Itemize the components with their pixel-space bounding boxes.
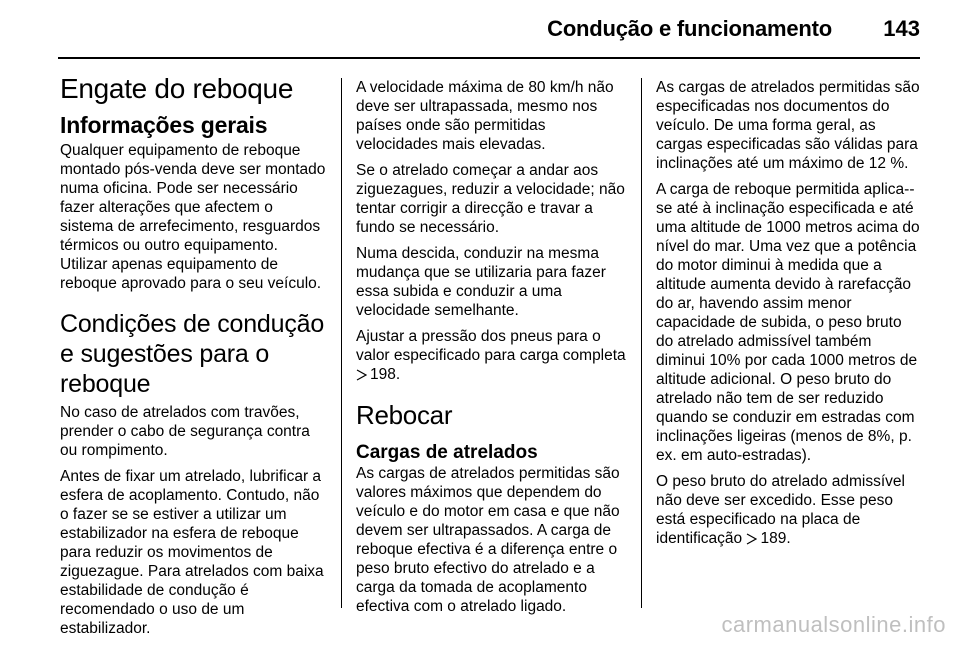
column-1 (60, 64, 328, 645)
section-title: Engate do reboque (60, 73, 294, 104)
paragraph (356, 327, 628, 384)
paragraph (656, 472, 922, 548)
subsection-title-trailer-loads: Cargas de atrelados (356, 442, 538, 463)
subsection-title-general-info: Informações gerais (60, 112, 268, 138)
paragraph: Numa descida, conduzir na mesma mudança que se utilizaria para fazer essa subida e conduzir a uma velocidade semelhante. (356, 245, 606, 319)
header-rule (58, 57, 920, 59)
page-number: 143 (883, 16, 920, 41)
paragraph: No caso de atrelados com travões, prender o cabo de segurança contra ou rompimento. (60, 404, 310, 459)
page-reference[interactable]: 198. (370, 366, 401, 383)
section-title-towing: Rebocar (356, 400, 453, 430)
column-divider-2 (641, 78, 642, 608)
page-reference[interactable]: 189. (760, 530, 791, 547)
paragraph: A velocidade máxima de 80 km/h não deve ser ultrapassada, mesmo nos países onde são permitidas velocidades mais elevadas. (356, 79, 614, 153)
header-section-title: Condução e funcionamento (547, 16, 832, 41)
paragraph-text: Ajustar a pressão dos pneus para o valor especificado para carga completa (356, 328, 626, 364)
page-reference-arrow-icon (746, 532, 757, 543)
paragraph: Antes de fixar um atrelado, lubrificar a esfera de acoplamento. Contudo, não o fazer se se estiver a utilizar um estabilizador na esfera de reboque para reduzir os movimentos de ziguezague. Para atrelados com baixa estabilidade de condução é recomendado o uso de um estabilizador. (60, 468, 324, 637)
subsection-title-driving-conditions: Condições de condução e sugestões para o reboque (60, 310, 325, 398)
page-header (58, 16, 920, 56)
paragraph: A carga de reboque permitida aplica--se até à inclinação especificada e até uma altitude de 1000 metros acima do nível do mar. Uma vez que a potência do motor diminui à medida que a altitude aumenta devido à rarefacção do ar, havendo assim menor capacidade de subida, o peso bruto do atrelado admissível também diminui 10% por cada 1000 metros de altitude adicional. O peso bruto do atrelado não tem de ser reduzido quando se conduzir em estradas com inclinações ligeiras (menos de 8%, p. ex. em auto-estradas). (656, 181, 920, 464)
paragraph: Se o atrelado começar a andar aos ziguezagues, reduzir a velocidade; não tentar corrigir a direcção e travar a fundo se necessário. (356, 162, 625, 236)
column-2 (356, 78, 628, 623)
paragraph: As cargas de atrelados permitidas são valores máximos que dependem do veículo e do motor em casa e que não devem ser ultrapassados. A carga de reboque efectiva é a diferença entre o peso bruto efectivo do atrelado e a carga da tomada de acoplamento efectiva com o atrelado ligado. (356, 465, 620, 615)
column-3 (656, 78, 922, 555)
column-divider-1 (341, 78, 342, 608)
paragraph-text: O peso bruto do atrelado admissível não deve ser excedido. Esse peso está especificado na placa de identificação (656, 473, 905, 547)
watermark: carmanualsonline.info (721, 612, 946, 637)
page-reference-arrow-icon (356, 368, 367, 379)
paragraph: Qualquer equipamento de reboque montado pós-venda deve ser montado numa oficina. Pode ser necessário fazer alterações que afectem o sistema de arrefecimento, resguardos térmicos ou outro equipamento. Utilizar apenas equipamento de reboque aprovado para o seu veículo. (60, 142, 326, 292)
paragraph: As cargas de atrelados permitidas são especificadas nos documentos do veículo. De uma forma geral, as cargas especificadas são válidas para inclinações até um máximo de 12 %. (656, 79, 920, 172)
